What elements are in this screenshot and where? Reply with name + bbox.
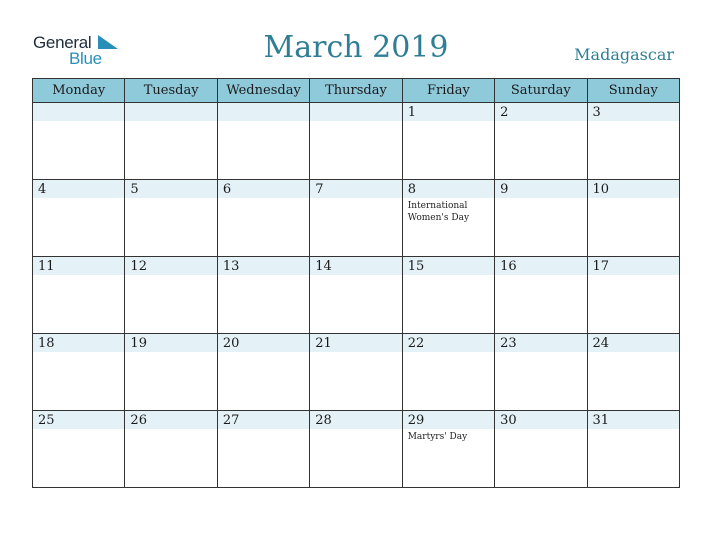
day-band [588,180,679,198]
day-band [495,334,586,352]
day-cell[interactable] [587,334,679,411]
day-cell[interactable] [310,334,402,411]
day-band [218,103,309,121]
day-band [403,411,494,429]
day-band [218,334,309,352]
day-number: 5 [130,182,139,197]
day-number: 4 [38,182,47,197]
day-band [125,334,216,352]
day-band [588,257,679,275]
day-number: 3 [592,105,601,120]
day-number: 1 [407,105,416,120]
week-row [33,180,680,257]
day-band [588,334,679,352]
day-cell[interactable] [33,103,125,180]
day-number: 21 [315,336,332,351]
page-title: March 2019 [263,30,449,65]
day-band [310,334,401,352]
weekday-header: Sunday [587,79,679,103]
day-cell[interactable] [495,334,587,411]
day-cell[interactable] [402,257,494,334]
day-number: 18 [38,336,55,351]
day-cell[interactable] [402,334,494,411]
week-row [33,257,680,334]
day-number: 17 [592,259,610,274]
day-cell[interactable] [125,103,217,180]
day-cell[interactable] [310,180,402,257]
weekday-header: Tuesday [125,79,217,103]
day-cell[interactable] [217,411,309,488]
day-cell[interactable] [495,411,587,488]
day-band [310,411,401,429]
calendar-body [33,103,680,488]
day-number: 24 [592,336,610,351]
calendar-grid [32,78,680,488]
day-cell[interactable] [125,257,217,334]
day-number: 16 [500,259,517,274]
weekday-header: Wednesday [217,79,309,103]
day-band [403,180,494,198]
day-number: 6 [222,182,232,197]
day-band [125,411,216,429]
day-cell[interactable] [495,180,587,257]
day-cell[interactable] [33,180,125,257]
day-cell[interactable] [495,103,587,180]
logo-text-blue: Blue [69,49,102,68]
day-band [218,180,309,198]
day-cell[interactable] [125,334,217,411]
day-number: 14 [315,259,332,274]
day-band [125,103,216,121]
day-number: 28 [315,413,332,428]
week-row [33,103,680,180]
day-number: 2 [500,105,509,120]
day-number: 9 [500,182,509,197]
weekday-header: Saturday [495,79,587,103]
day-number: 7 [315,182,324,197]
day-cell[interactable] [33,411,125,488]
weekday-header-row [33,79,680,103]
holiday-label: International Women's Day [407,201,470,223]
day-number: 27 [222,413,240,428]
day-band [495,180,586,198]
day-band [403,257,494,275]
day-band [33,411,124,429]
week-row [33,334,680,411]
day-cell[interactable] [33,257,125,334]
country-label: Madagascar [574,45,674,64]
day-cell[interactable] [125,180,217,257]
day-number: 20 [222,336,240,351]
day-cell[interactable] [402,411,494,488]
holiday-label: Martyrs' Day [407,432,468,442]
day-band [33,103,124,121]
weekday-header: Friday [402,79,494,103]
day-number: 8 [407,182,416,197]
day-number: 31 [592,413,610,428]
day-number: 12 [130,259,147,274]
day-number: 19 [130,336,147,351]
day-band [495,411,586,429]
day-cell[interactable] [33,334,125,411]
weekday-header: Monday [33,79,125,103]
day-band [218,411,309,429]
day-band [588,411,679,429]
day-number: 29 [407,413,425,428]
day-number: 30 [500,413,517,428]
day-cell[interactable] [217,257,309,334]
day-band [588,103,679,121]
day-cell[interactable] [402,103,494,180]
day-cell[interactable] [587,180,679,257]
day-number: 23 [500,336,517,351]
day-number: 13 [222,259,240,274]
day-number: 25 [38,413,55,428]
day-band [33,180,124,198]
day-band [33,257,124,275]
day-cell[interactable] [217,180,309,257]
day-band [33,334,124,352]
day-cell[interactable] [310,411,402,488]
day-band [403,103,494,121]
day-number: 22 [407,336,425,351]
day-cell[interactable] [217,334,309,411]
day-band [310,103,401,121]
day-number: 26 [130,413,147,428]
day-band [218,257,309,275]
day-cell[interactable] [587,257,679,334]
day-cell[interactable] [217,103,309,180]
day-cell[interactable] [125,411,217,488]
weekday-header: Thursday [310,79,402,103]
day-band [495,257,586,275]
day-band [310,257,401,275]
week-row [33,411,680,488]
day-cell[interactable] [587,411,679,488]
day-band [403,334,494,352]
day-band [125,257,216,275]
day-number: 15 [407,259,425,274]
day-band [495,103,586,121]
logo-text-general: General [33,33,92,52]
day-cell[interactable] [310,103,402,180]
day-band [125,180,216,198]
day-cell[interactable] [402,180,494,257]
day-cell[interactable] [310,257,402,334]
day-cell[interactable] [495,257,587,334]
day-cell[interactable] [587,103,679,180]
day-number: 10 [592,182,610,197]
day-band [310,180,401,198]
day-number: 11 [38,259,55,274]
